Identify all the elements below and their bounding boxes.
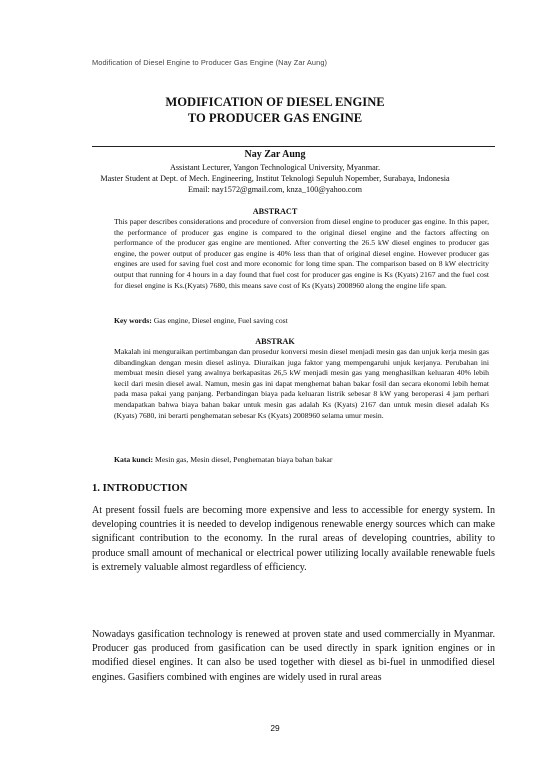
intro-paragraph-1: At present fossil fuels are becoming more expensive and less to accessible for energy system. In developing countries it is needed to develop indigenous renewable energy sources which can make significant contribution to the economy. In the rural areas of developing countries, ability to produce small amount of mechanical or electrical power utilizing locally available renewable fuels is extremely valuable almost regardless of efficiency. bbox=[92, 505, 495, 573]
author-email: Email: nay1572@gmail.com, knza_100@yahoo.com bbox=[187, 185, 363, 194]
abstract-heading: ABSTRACT bbox=[252, 207, 298, 216]
kata-kunci-list: Mesin gas, Mesin diesel, Penghematan biaya bahan bakar bbox=[153, 455, 333, 464]
abstrak-keywords bbox=[114, 455, 489, 466]
page-number: 29 bbox=[270, 723, 280, 733]
author-block bbox=[0, 148, 550, 195]
title-line-1: MODIFICATION OF DIESEL ENGINE bbox=[165, 95, 385, 109]
title-line-2: TO PRODUCER GAS ENGINE bbox=[187, 111, 363, 125]
author-affiliation-1: Assistant Lecturer, Yangon Technological University, Myanmar. bbox=[169, 163, 381, 172]
paper-title bbox=[0, 94, 550, 126]
abstrak-text: Makalah ini menguraikan pertimbangan dan prosedur konversi mesin diesel menjadi mesin gas dan unjuk kerja mesin gas dibandingkan dengan mesin diesel aslinya. Diuraikan juga faktor yang mempengaruhi unjuk kerjanya. Perubahan ini membuat mesin diesel yang awalnya berkapasitas 26,5 kW menjadi mesin gas yang menghasilkan keluaran 40% lebih kecil dari mesin diesel awal. Namun, mesin gas ini dapat menghemat bahan bakar fosil dan secara ekonomi lebih hemat pada masa pakai yang panjang. Perbandingan biaya pada keluaran listrik sebesar 8 kW yang beroperasi 4 jam perhari mendapatkan bahwa biaya bahan bakar untuk mesin gas adalah Ks (Kyats) 2167 dan untuk mesin diesel adalah Ks (Kyats) 7680, ini berarti penghematan sebesar Ks (Kyats) 2008960 selama umur mesin. bbox=[114, 347, 489, 420]
title-divider bbox=[92, 146, 495, 147]
author-name: Nay Zar Aung bbox=[244, 149, 306, 160]
abstract-keywords bbox=[114, 316, 489, 327]
keywords-label: Key words: bbox=[114, 316, 152, 325]
abstract-text: This paper describes considerations and procedure of conversion from diesel engine to producer gas engine. In this paper, the performance of producer gas engine is compared to the original diesel engine and the factors affecting on performance of the producer gas engine are mentioned. After converting the 26.5 kW diesel engines to producer gas engine, the power output of producer gas engine is 40% less than that of original diesel engine. However producer gas engines are used for saving fuel cost and more economic for long time span. The comparison based on 8 kW electricity output that running for 4 hours in a day found that fuel cost for producer gas engine is Ks (Kyats) 2167 and the fuel cost for diesel engine is Ks.(Kyats) 7680, this means save cost of Ks (Kyats) 2008960 along the engine life span. bbox=[114, 217, 489, 290]
keywords-list: Gas engine, Diesel engine, Fuel saving cost bbox=[151, 316, 288, 325]
author-affiliation-2: Master Student at Dept. of Mech. Engineering, Institut Teknologi Sepuluh Nopember, Surabaya, Indonesia bbox=[100, 174, 450, 183]
kata-kunci-label: Kata kunci: bbox=[114, 455, 154, 464]
intro-paragraph-2: Nowadays gasification technology is renewed at proven state and used commercially in Myanmar. Producer gas produced from gasification can be used directly in spark ignition engines or in modified diesel engines. It can also be used together with diesel as bi-fuel in unmodified diesel engines. Gasifiers combined with engines are widely used in rural areas bbox=[92, 629, 495, 683]
running-head: Modification of Diesel Engine to Producer Gas Engine (Nay Zar Aung) bbox=[92, 58, 328, 67]
section-heading: 1. INTRODUCTION bbox=[92, 483, 188, 494]
abstrak-heading: ABSTRAK bbox=[255, 337, 295, 346]
